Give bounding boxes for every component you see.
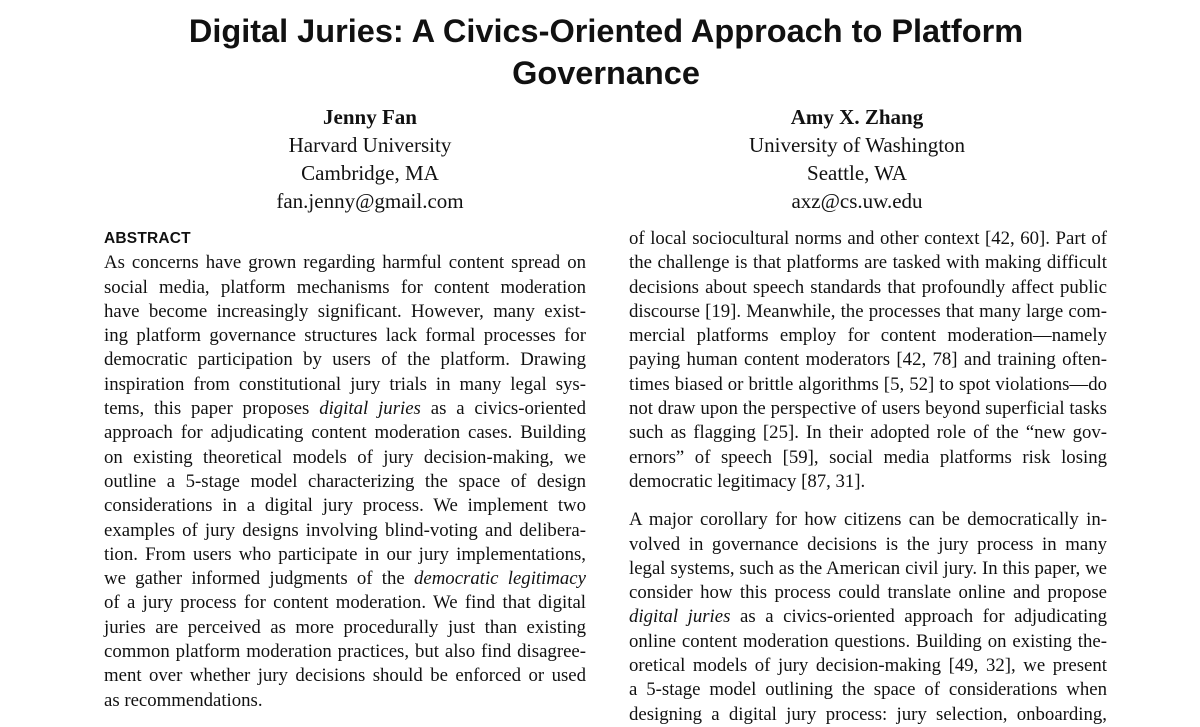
body-line: the challenge is that platforms are tasked with making difficult (629, 252, 1107, 274)
body-line: consider how this process could translate online and propose (629, 582, 1107, 604)
paper-title-line-1: Digital Juries: A Civics-Oriented Approach to Platform (188, 13, 1024, 49)
paper-title (100, 10, 1112, 94)
body-line: legal systems, such as the American civil jury. In this paper, we (629, 557, 1107, 579)
abstract-line: considerations in a digital jury process. We implement two (104, 495, 586, 517)
body-line: oretical models of jury decision-making [49, 32], we present (629, 655, 1107, 677)
body-line: A major corollary for how citizens can be democratically in- (629, 509, 1107, 531)
paragraph-gap (629, 494, 1107, 508)
abstract-line: tion. From users who participate in our jury implementations, (104, 543, 586, 565)
abstract-line: ment over whether jury decisions should be enforced or used (104, 665, 586, 687)
author-block-2 (657, 103, 1057, 215)
body-line-with-emphasis (629, 605, 1107, 629)
emphasis-democratic-legitimacy: democratic legitimacy (414, 568, 586, 590)
author-affiliation: University of Washington (748, 133, 966, 157)
abstract-line: examples of jury designs involving blind-voting and delibera- (104, 519, 586, 541)
author-name: Jenny Fan (323, 105, 417, 129)
body-line: such as flagging [25]. In their adopted role of the “new gov- (629, 422, 1107, 444)
abstract-line: approach for adjudicating content moderation cases. Building (104, 422, 586, 444)
body-line: decisions about speech standards that profoundly affect public (629, 276, 1107, 298)
emphasis-digital-juries: digital juries (629, 606, 731, 628)
body-line: not draw upon the perspective of users beyond superficial tasks (629, 398, 1107, 420)
abstract-text: as a civics-oriented (430, 398, 587, 420)
author-email: axz@cs.uw.edu (791, 189, 923, 213)
abstract-text: we gather informed judgments of the (104, 568, 405, 590)
abstract-line: democratic participation by users of the platform. Drawing (104, 349, 586, 371)
body-text: as a civics-oriented approach for adjudicating (739, 606, 1107, 628)
body-line: online content moderation questions. Building on existing the- (629, 630, 1107, 652)
abstract-line: inspiration from constitutional jury trials in many legal sys- (104, 373, 586, 395)
abstract-line: ing platform governance structures lack formal processes for (104, 325, 586, 347)
intro-column (629, 227, 1107, 727)
body-line: discourse [19]. Meanwhile, the processes that many large com- (629, 300, 1107, 322)
abstract-line: common platform moderation practices, but also find disagree- (104, 641, 586, 663)
abstract-line: on existing theoretical models of jury decision-making, we (104, 446, 586, 468)
body-line: ernors” of speech [59], social media platforms risk losing (629, 446, 1107, 468)
abstract-line-with-emphasis (104, 567, 586, 591)
abstract-line: outline a 5-stage model characterizing the space of design (104, 470, 586, 492)
author-location: Cambridge, MA (301, 161, 439, 185)
abstract-column (104, 227, 586, 713)
abstract-line: have become increasingly significant. However, many exist- (104, 300, 586, 322)
abstract-line: of a jury process for content moderation. We find that digital (104, 592, 586, 614)
author-email: fan.jenny@gmail.com (276, 189, 464, 213)
body-line: a 5-stage model outlining the space of considerations when (629, 679, 1107, 701)
author-affiliation: Harvard University (288, 133, 452, 157)
body-line: mercial platforms employ for content moderation—namely (629, 325, 1107, 347)
author-name: Amy X. Zhang (790, 105, 924, 129)
abstract-heading: ABSTRACT (104, 230, 191, 247)
abstract-line: juries are perceived as more procedurally just than existing (104, 616, 586, 638)
body-line: designing a digital jury process: jury selection, onboarding, (629, 703, 1107, 725)
abstract-line: as recommendations. (104, 689, 263, 711)
abstract-line-with-emphasis (104, 397, 586, 421)
body-line: times biased or brittle algorithms [5, 52] to spot violations—do (629, 373, 1107, 395)
body-line: paying human content moderators [42, 78] and training often- (629, 349, 1107, 371)
abstract-text: tems, this paper proposes (104, 398, 310, 420)
abstract-line: As concerns have grown regarding harmful content spread on (104, 252, 586, 274)
body-line: of local sociocultural norms and other context [42, 60]. Part of (629, 228, 1107, 249)
emphasis-digital-juries: digital juries (319, 398, 421, 420)
author-location: Seattle, WA (807, 161, 907, 185)
body-line: democratic legitimacy [87, 31]. (629, 470, 866, 492)
author-block-1 (170, 103, 570, 215)
abstract-line: social media, platform mechanisms for content moderation (104, 276, 586, 298)
paper-title-line-2: Governance (512, 55, 700, 91)
body-line: volved in governance decisions is the jury process in many (629, 533, 1107, 555)
